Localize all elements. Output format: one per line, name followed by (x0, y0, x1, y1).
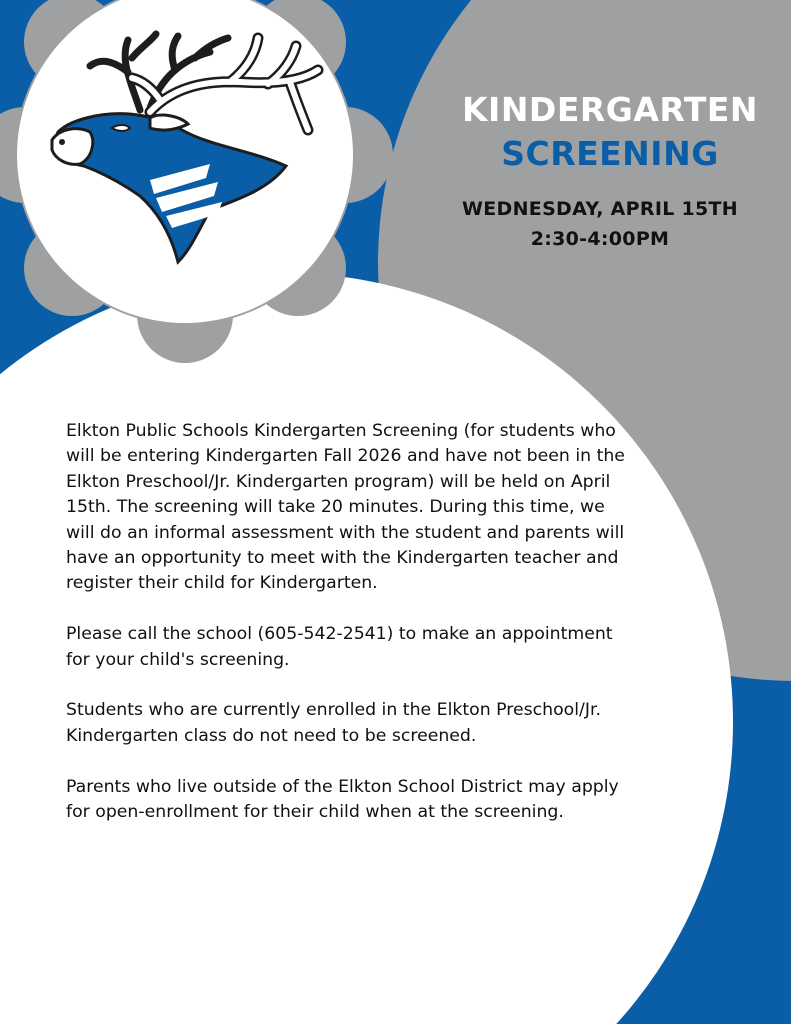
body-text (66, 419, 626, 851)
paragraph-enrolled: Students who are currently enrolled in the Elkton Preschool/Jr. Kindergarten class do not need to be screened. (66, 700, 601, 746)
paragraph-open-enrollment: Parents who live outside of the Elkton School District may apply for open-enrollment for their child when at the screening. (66, 776, 619, 823)
event-time: 2:30-4:00PM (530, 228, 670, 250)
event-date: WEDNESDAY, APRIL 15TH (461, 198, 739, 220)
paragraph-intro: Elkton Public Schools Kindergarten Screening (for students who will be entering Kindergarten Fall 2026 and have not been in the Elkton Preschool/Jr. Kindergarten program) will be held on April 15th. The screening will take 20 minutes. During this time, we will do an informal assessment with the student and parents will have an opportunity to meet with the Kindergarten teacher and register their child for Kindergarten. (66, 421, 625, 594)
logo-badge (0, 0, 400, 370)
title-line-1: KINDERGARTEN (461, 90, 759, 129)
title-line-2: SCREENING (501, 134, 719, 173)
paragraph-call: Please call the school (605-542-2541) to make an appointment for your child's screening. (66, 624, 613, 670)
